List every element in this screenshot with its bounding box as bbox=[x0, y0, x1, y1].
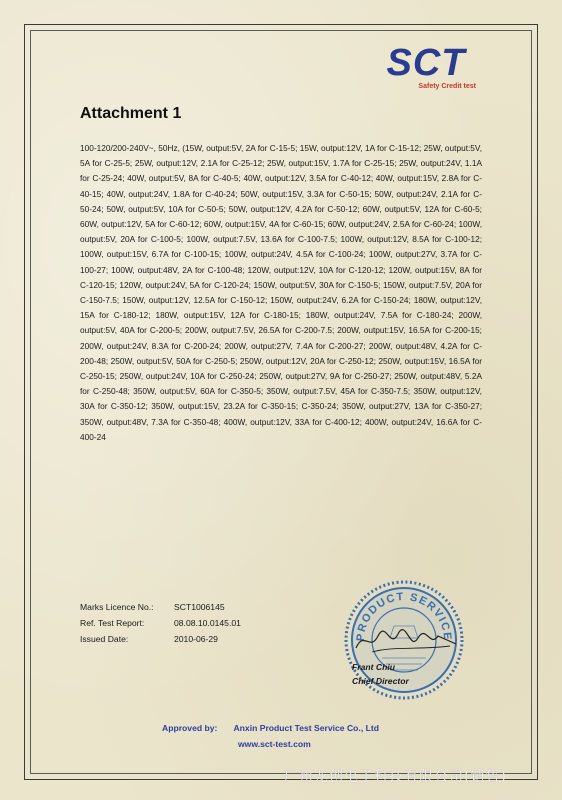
signatory-name: Frant Chiu bbox=[352, 662, 395, 672]
seller-watermark: 广州龙创电子科技有限公司(销售) bbox=[284, 769, 507, 785]
stamp-text: PRODUCT SERVICE bbox=[354, 590, 454, 642]
report-value: 08.08.10.0145.01 bbox=[174, 618, 241, 628]
model-list-text: 100-120/200-240V~, 50Hz, (15W, output:5V, 2A for C-15-5; 15W, output:12V, 1A for C-15-12; 25W, output:5V, 5A for C-25-5; 25W, output:12V, 2.1A for C-25-12; 25W, output:15V, 1.7A for C-25-15; 25W, output:24V, 1.1A for C-25-24; 40W, output:5V, 8A for C-40-5; 40W, output:12V, 3.5A for C-40-12; 40W, output:15V, 2.8A for C-40-15; 40W, output:24V, 1.8A for C-40-24; 50W, output:15V, 3.3A for C-50-15; 50W, output:24V, 2.1A for C-50-24; 50W, output:5V, 10A for C-50-5; 50W, output:12V, 4.2A for C-50-12; 60W, output:5V, 12A for C-60-5; 60W, output:12V, 5A for C-60-12; 60W, output:15V, 4A for C-60-15; 60W, output:24V, 2.5A for C-60-24; 100W, output:5V, 20A for C-100-5; 100W, output:7.5V, 13.6A for C-100-7.5; 100W, output:12V, 8.5A for C-100-12; 100W, output:15V, 6.7A for C-100-15; 100W, output:24V, 4.5A for C-100-24; 100W, output:27V, 3.7A for C-100-27; 100W, output:48V, 2A for C-100-48; 120W, output:12V, 10A for C-120-12; 120W, output:15V, 8A for C-120-15; 120W, output:24V, 5A for C-120-24; 150W, output:5V, 30A for C-150-5; 150W, output:7.5V, 20A for C-150-7.5; 150W, output:12V, 12.5A for C-150-12; 150W, output:24V, 6.2A for C-150-24; 180W, output:12V, 15A for C-180-12; 180W, output:15V, 12A for C-180-15; 180W, output:24V, 7.5A for C-180-24; 200W, output:5V, 40A for C-200-5; 200W, output:7.5V, 26.5A for C-200-7.5; 200W, output:15V, 16.5A for C-200-15; 200W, output:24V, 8.3A for C-200-24; 200W, output:27V, 7.4A for C-200-27; 200W, output:48V, 4.2A for C-200-48; 250W, output:5V, 50A for C-250-5; 250W, output:12V, 20A for C-250-12; 250W, output:15V, 16.5A for C-250-15; 250W, output:24V, 10A for C-250-24; 250W, output:27V, 9A for C-250-27; 250W, output:48V, 5.2A for C-250-48; 350W, output:5V, 60A for C-350-5; 350W, output:7.5V, 45A for C-350-7.5; 350W, output:12V, 30A for C-350-12; 350W, output:15V, 23.2A for C-350-15; C-350-24; 350W, output:27V, 13A for C-350-27; 350W, output:48V, 7.3A for C-350-48; 400W, output:12V, 33A for C-400-12; 400W, output:24V, 16.6A for C-400-24 bbox=[80, 143, 482, 442]
licence-value: SCT1006145 bbox=[174, 602, 225, 612]
handwritten-signature bbox=[352, 622, 462, 662]
signatory-role: Chief Director bbox=[352, 676, 409, 686]
approved-by-line bbox=[162, 723, 379, 733]
info-row-date bbox=[80, 631, 241, 647]
date-value: 2010-06-29 bbox=[174, 634, 218, 644]
info-row-report bbox=[80, 615, 241, 631]
approved-company: Anxin Product Test Service Co., Ltd bbox=[233, 723, 379, 733]
licence-info bbox=[80, 599, 241, 647]
logo-text: SCT bbox=[386, 42, 466, 84]
date-label: Issued Date: bbox=[80, 634, 129, 644]
licence-label: Marks Licence No.: bbox=[80, 602, 154, 612]
approved-label: Approved by: bbox=[162, 723, 218, 733]
page-title: Attachment 1 bbox=[80, 105, 182, 122]
report-label: Ref. Test Report: bbox=[80, 618, 145, 628]
signatory bbox=[352, 660, 409, 688]
logo-subtext: Safety Credit test bbox=[418, 83, 476, 90]
sct-logo bbox=[376, 42, 476, 94]
info-row-licence bbox=[80, 599, 241, 615]
website-link[interactable]: www.sct-test.com bbox=[238, 739, 311, 749]
